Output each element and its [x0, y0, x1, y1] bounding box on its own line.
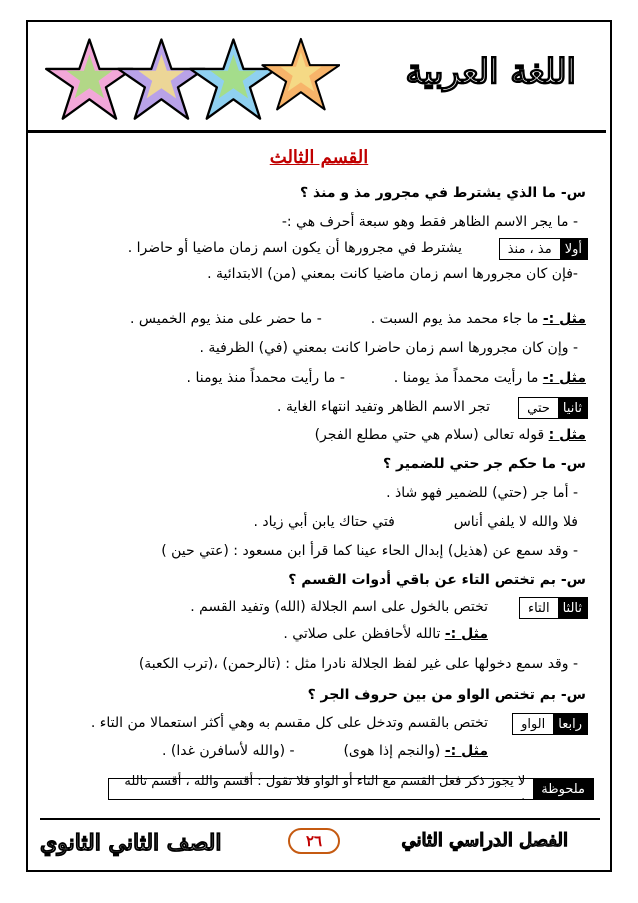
box-1: [499, 238, 588, 260]
stars-decoration: [40, 32, 340, 130]
note-text: لا يجوز ذكر فعل القسم مع التاء أو الواو فلا تقول : أقسم والله ، أقسم تالله .: [124, 774, 526, 804]
example-label: مثل :-: [444, 743, 488, 759]
box-4-text: تختص بالقسم وتدخل على كل مقسم به وهي أكثر استعمالا من التاء .: [90, 715, 488, 731]
example-b: - (والله لأسافرن غدا) .: [162, 743, 295, 759]
box-4: [512, 713, 588, 735]
line-1: - ما يجر الاسم الظاهر فقط وهو سبعة أحرف هي :-: [281, 214, 578, 230]
example-label: مثل :: [548, 427, 586, 443]
example-b: - ما رأيت محمداً منذ يومنا .: [186, 370, 345, 386]
box-number: رابعا: [553, 714, 587, 734]
box-label: التاء: [527, 600, 550, 616]
section-title: القسم الثالث: [269, 147, 369, 168]
example-a: ما جاء محمد مذ يوم السبت .: [370, 311, 539, 327]
box-number: أولا: [560, 239, 587, 259]
box-number: ثانيا: [558, 398, 587, 418]
example-2: [187, 370, 586, 386]
page-title: اللغة العربية: [405, 52, 576, 92]
example-label: مثل :-: [542, 311, 586, 327]
example-label: مثل :-: [444, 626, 488, 642]
line-7: - وقد سمع دخولها على غير لفظ الجلالة نادرا مثل : (تالرحمن) ،(ترب الكعبة): [138, 656, 578, 672]
example-5: [162, 743, 488, 759]
line-5: [253, 514, 578, 530]
line-6: - وقد سمع عن (هذيل) إبدال الحاء عينا كما قرأ ابن مسعود : (عتي حين ): [161, 543, 578, 559]
example-3: [315, 427, 586, 443]
example-a: قوله تعالى (سلام هي حتي مطلع الفجر): [314, 427, 545, 443]
box-3: [519, 597, 588, 619]
box-1-text: يشترط في مجرورها أن يكون اسم زمان ماضيا أو حاضرا .: [127, 240, 462, 256]
example-4: [283, 626, 488, 642]
box-number: ثالثا: [558, 598, 587, 618]
example-a: (والنجم إذا هوى): [343, 743, 441, 759]
note-box: [108, 774, 594, 804]
footer-term: الفصل الدراسي الثاني: [401, 830, 568, 851]
box-label: الواو: [521, 716, 546, 732]
header-divider: [26, 130, 606, 133]
footer-grade: الصف الثاني الثانوي: [40, 830, 222, 856]
example-label: مثل :-: [542, 370, 586, 386]
note-label: ملحوظة: [533, 779, 593, 799]
box-label: حتي: [527, 400, 550, 416]
line-3: - وإن كان مجرورها اسم زمان حاضرا كانت بمعني (في) الظرفية .: [199, 340, 578, 356]
box-2: [518, 397, 588, 419]
question-3: س- بم تختص التاء عن باقي أدوات القسم ؟: [288, 572, 586, 588]
verse-a: فلا والله لا يلفي أناس: [453, 514, 578, 530]
example-b: - ما حضر على منذ يوم الخميس .: [129, 311, 322, 327]
box-2-text: تجر الاسم الظاهر وتفيد انتهاء الغاية .: [277, 399, 490, 415]
question-2: س- ما حكم جر حتي للضمير ؟: [383, 456, 586, 472]
page-number: ٢٦: [288, 828, 340, 854]
example-1: [130, 311, 586, 327]
question-1: س- ما الذي يشترط في مجرور مذ و منذ ؟: [300, 185, 586, 201]
box-label: مذ ، منذ: [507, 241, 552, 257]
box-3-text: تختص بالخول على اسم الجلالة (الله) وتفيد القسم .: [190, 599, 488, 615]
line-4: - أما جر (حتي) للضمير فهو شاذ .: [386, 485, 578, 501]
example-a: تالله لأحافظن على صلاتي .: [283, 626, 441, 642]
verse-b: فتي حتاك يابن أبي زياد .: [253, 514, 395, 530]
line-2: -فإن كان مجرورها اسم زمان ماضيا كانت بمعني (من) الابتدائية .: [207, 266, 578, 282]
example-a: ما رأيت محمداً مذ يومنا .: [393, 370, 539, 386]
question-4: س- بم تختص الواو من بين حروف الجر ؟: [307, 687, 586, 703]
footer-divider: [40, 818, 600, 820]
